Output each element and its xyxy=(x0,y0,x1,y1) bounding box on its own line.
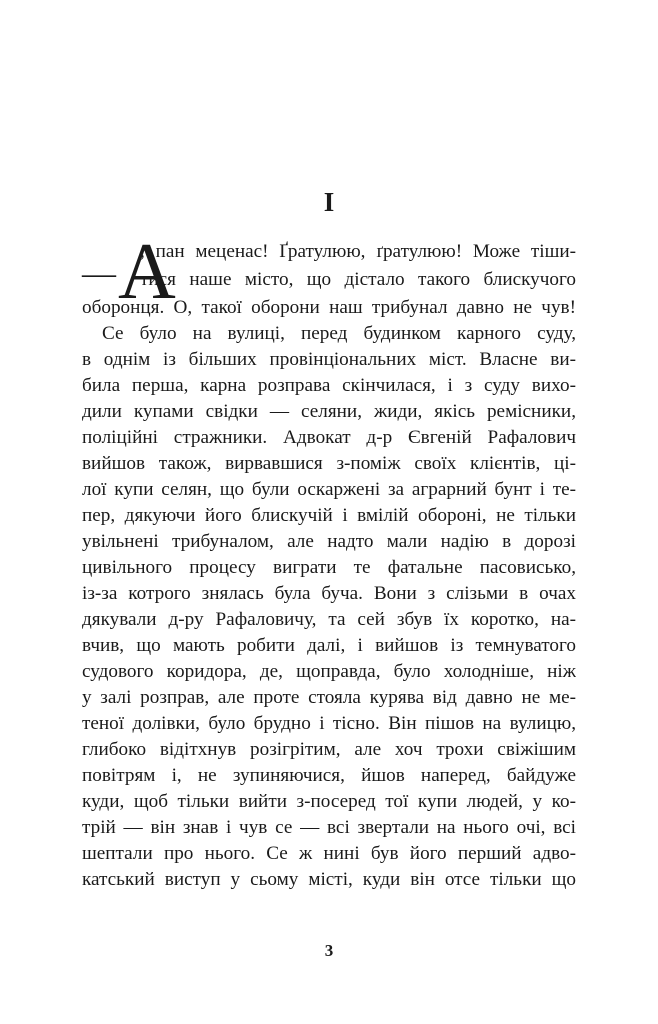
text-line: увільнені трибуналом, але надто мали надію в дорозі xyxy=(82,531,576,552)
text-line: , пан меценас! Ґратулюю, ґратулюю! Може тіши- xyxy=(140,241,576,262)
text-line: лої купи селян, що були оскаржені за аграрний бунт і те- xyxy=(82,479,576,500)
text-line: дили купами свідки — селяни, жиди, якісь ремісники, xyxy=(82,401,576,422)
text-line: повітрям і, не зупиняючися, йшов наперед, байдуже xyxy=(82,765,576,786)
drop-cap-letter: А xyxy=(118,228,176,316)
text-line: шептали про нього. Се ж нині був його перший адво- xyxy=(82,843,576,864)
text-line: оборонця. О, такої оборони наш трибунал давно не чув! xyxy=(82,297,576,318)
text-line: із-за котрого знялась була буча. Вони з слізьми в очах xyxy=(82,583,576,604)
text-line: Се було на вулиці, перед будинком карного суду, xyxy=(102,323,576,344)
chapter-heading: I xyxy=(323,187,335,217)
text-line: в однім із більших провінціональних міст. Власне ви- xyxy=(82,349,576,370)
text-line: дякували д-ру Рафаловичу, та сей збув їх коротко, на- xyxy=(82,609,576,630)
text-line: тися наше місто, що дістало такого блискучого xyxy=(140,269,576,290)
text-line: катський виступ у сьому місті, куди він отсе тільки що xyxy=(82,869,576,890)
text-line: теної долівки, було брудно і тісно. Він пішов на вулицю, xyxy=(82,713,576,734)
text-line: поліційні стражники. Адвокат д-р Євгеній Рафалович xyxy=(82,427,576,448)
text-line: била перша, карна розправа скінчилася, і з суду вихо- xyxy=(82,375,576,396)
text-line: куди, щоб тільки вийти з-посеред тої купи людей, у ко- xyxy=(82,791,576,812)
text-line: у залі розправ, але проте стояла курява від давно не ме- xyxy=(82,687,576,708)
text-line: пер, дякуючи його блискучій і вмілій обороні, не тільки xyxy=(82,505,576,526)
page-number: 3 xyxy=(324,941,334,960)
text-line: вийшов також, вирвавшися з-поміж своїх клієнтів, ці- xyxy=(82,453,576,474)
opening-dash: — xyxy=(82,255,116,292)
text-line: трій — він знав і чув се — всі звертали на нього очі, всі xyxy=(82,817,576,838)
text-line: судового коридора, де, щоправда, було холодніше, ніж xyxy=(82,661,576,682)
text-line: цивільного процесу виграти те фатальне пасовисько, xyxy=(82,557,576,578)
text-line: вчив, що мають робити далі, і вийшов із темнуватого xyxy=(82,635,576,656)
text-line: глибоко відітхнув розігрітим, але хоч трохи свіжішим xyxy=(82,739,576,760)
